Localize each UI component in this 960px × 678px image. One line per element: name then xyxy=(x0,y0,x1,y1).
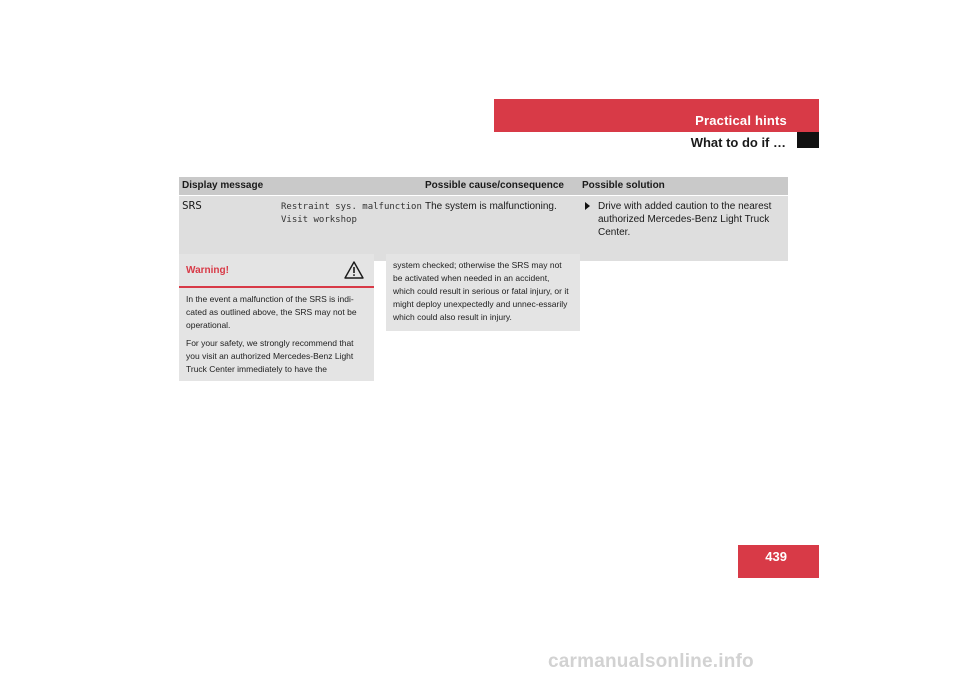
warning-continuation-text: system checked; otherwise the SRS may not be activated when needed in an accident, which could result in serious or fatal injury, or it might deploy unexpectedly and unnec-essarily which could also result in injury. xyxy=(393,260,569,322)
warning-continuation-box xyxy=(386,254,580,331)
display-message-cell xyxy=(179,196,422,261)
column-header-cause: Possible cause/consequence xyxy=(425,180,564,191)
warning-title: Warning! xyxy=(186,265,229,276)
cause-cell: The system is malfunctioning. xyxy=(425,201,557,212)
page-number-box xyxy=(738,545,819,578)
column-header-solution: Possible solution xyxy=(582,180,665,191)
warning-triangle-icon xyxy=(344,261,364,279)
bullet-arrow-icon xyxy=(585,202,590,210)
warning-paragraph: For your safety, we strongly recommend that you visit an authorized Mercedes-Benz Light Truck Center immediately to have the xyxy=(186,338,354,374)
solution-text: Drive with added caution to the nearest authorized Mercedes-Benz Light Truck Center. xyxy=(598,201,772,238)
table-row xyxy=(179,196,788,261)
display-text-line: Restraint sys. malfunction xyxy=(281,202,422,212)
header-band xyxy=(494,99,819,132)
warning-header xyxy=(179,254,374,288)
page-number: 439 xyxy=(765,549,787,564)
column-header-display-message: Display message xyxy=(182,180,264,191)
watermark: carmanualsonline.info xyxy=(548,651,754,672)
display-code: SRS xyxy=(182,199,202,212)
display-text-line: Visit workshop xyxy=(281,215,357,225)
warning-paragraph: In the event a malfunction of the SRS is indi-cated as outlined above, the SRS may not be operational. xyxy=(186,294,357,330)
section-tab-marker xyxy=(797,132,819,148)
section-title: Practical hints xyxy=(695,113,787,128)
table-header xyxy=(179,177,788,195)
display-message-table xyxy=(179,177,788,261)
warning-body xyxy=(179,288,374,376)
section-subtitle: What to do if … xyxy=(690,135,786,150)
warning-box xyxy=(179,254,374,381)
solution-cell xyxy=(579,196,788,261)
